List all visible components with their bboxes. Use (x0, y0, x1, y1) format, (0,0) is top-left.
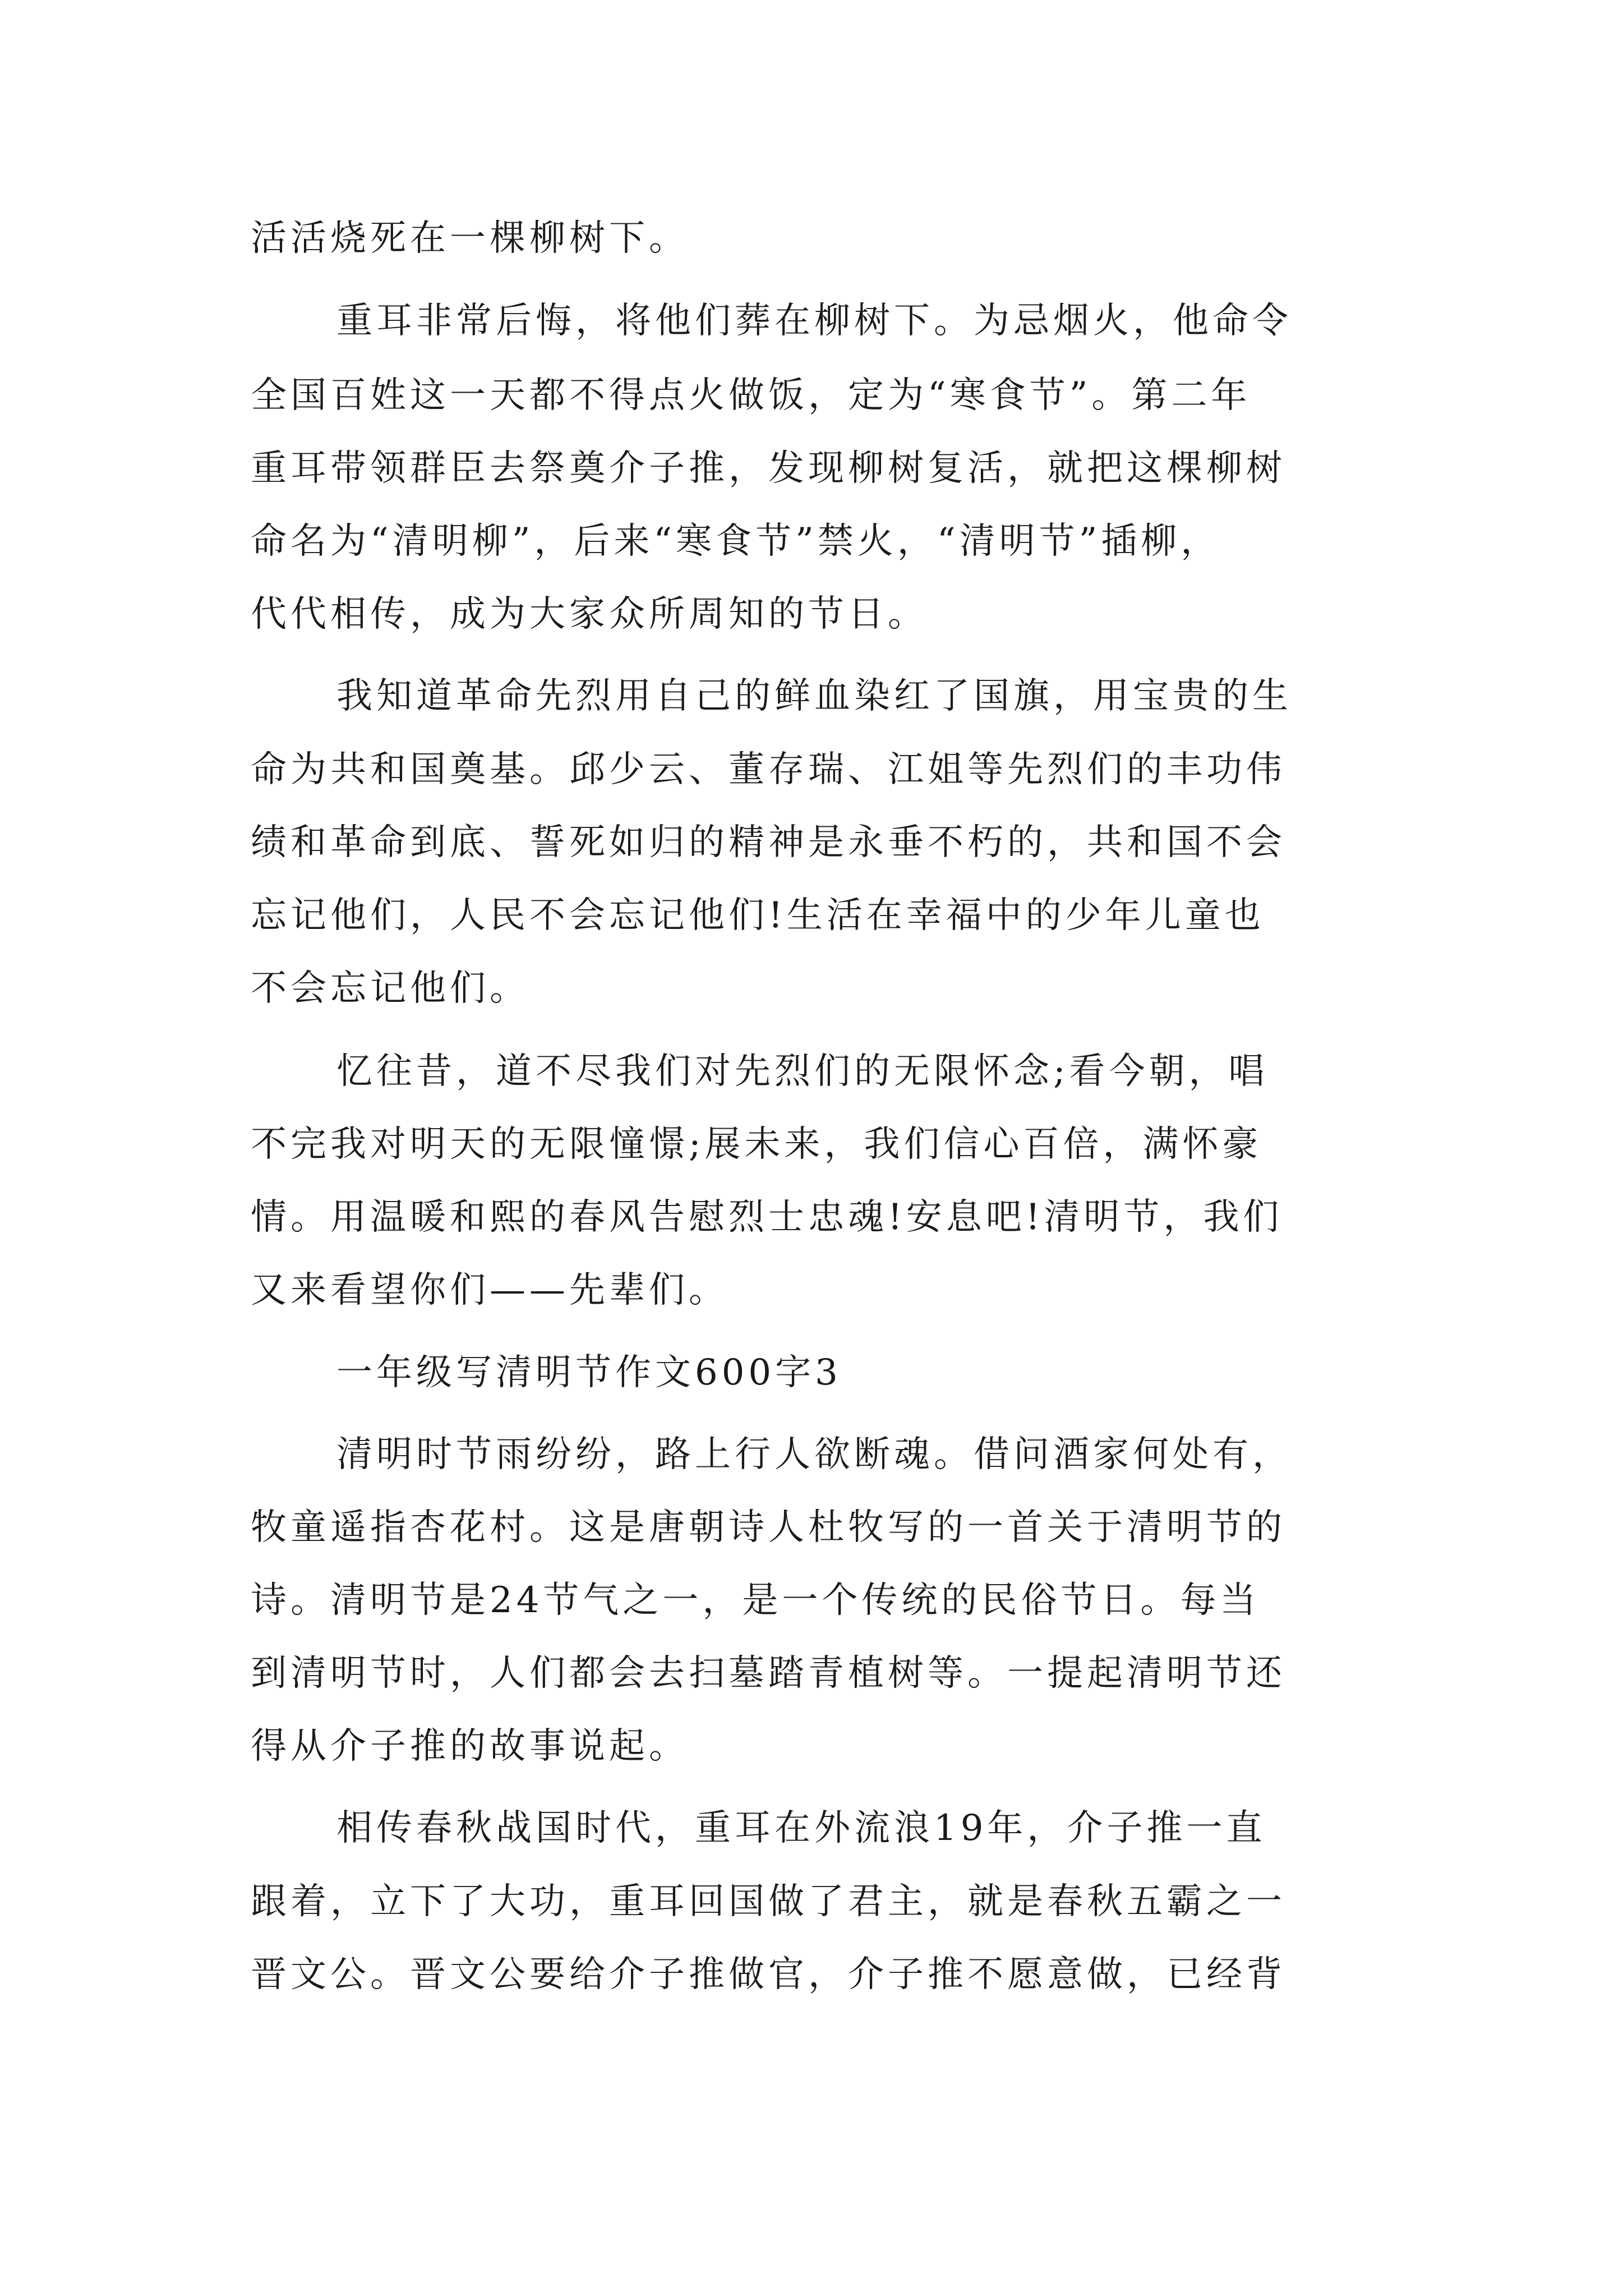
text-line: 到清明节时，人们都会去扫墓踏青植树等。一提起清明节还 (251, 1653, 1286, 1694)
text-line: 晋文公。晋文公要给介子推做官，介子推不愿意做，已经背 (251, 1954, 1286, 1995)
text-line: 活活烧死在一棵柳树下。 (251, 218, 689, 259)
text-line: 不会忘记他们。 (251, 968, 529, 1009)
text-line: 牧童遥指杏花村。这是唐朝诗人杜牧写的一首关于清明节的 (251, 1507, 1286, 1548)
text-line: 重耳带领群臣去祭奠介子推，发现柳树复活，就把这棵柳树 (251, 448, 1286, 489)
text-line: 忆往昔，道不尽我们对先烈们的无限怀念;看今朝，唱 (336, 1051, 1269, 1092)
text-line: 又来看望你们——先辈们。 (251, 1269, 728, 1311)
text-line: 重耳非常后悔，将他们葬在柳树下。为忌烟火，他命令 (336, 300, 1292, 342)
text-line: 绩和革命到底、誓死如归的精神是永垂不朽的，共和国不会 (251, 822, 1286, 863)
section-heading: 一年级写清明节作文600字3 (336, 1352, 842, 1393)
text-line: 相传春秋战国时代，重耳在外流浪19年，介子推一直 (336, 1807, 1266, 1849)
text-line: 得从介子推的故事说起。 (251, 1726, 689, 1767)
text-line: 不完我对明天的无限憧憬;展未来，我们信心百倍，满怀豪 (251, 1124, 1262, 1165)
text-line: 忘记他们，人民不会忘记他们!生活在幸福中的少年儿童也 (251, 895, 1265, 936)
text-line: 命名为“清明柳”，后来“寒食节”禁火，“清明节”插柳， (251, 521, 1221, 562)
text-line: 我知道革命先烈用自己的鲜血染红了国旗，用宝贵的生 (336, 675, 1292, 717)
text-line: 代代相传，成为大家众所周知的节日。 (251, 593, 928, 635)
text-line: 命为共和国奠基。邱少云、董存瑞、江姐等先烈们的丰功伟 (251, 749, 1286, 790)
text-line: 诗。清明节是24节气之一，是一个传统的民俗节日。每当 (251, 1580, 1260, 1621)
text-line: 全国百姓这一天都不得点火做饭，定为“寒食节”。第二年 (251, 375, 1251, 416)
text-line: 情。用温暖和熙的春风告慰烈士忠魂!安息吧!清明节，我们 (251, 1197, 1283, 1238)
text-line: 跟着，立下了大功，重耳回国做了君主，就是春秋五霸之一 (251, 1881, 1286, 1922)
text-line: 清明时节雨纷纷，路上行人欲断魂。借问酒家何处有， (336, 1434, 1292, 1475)
